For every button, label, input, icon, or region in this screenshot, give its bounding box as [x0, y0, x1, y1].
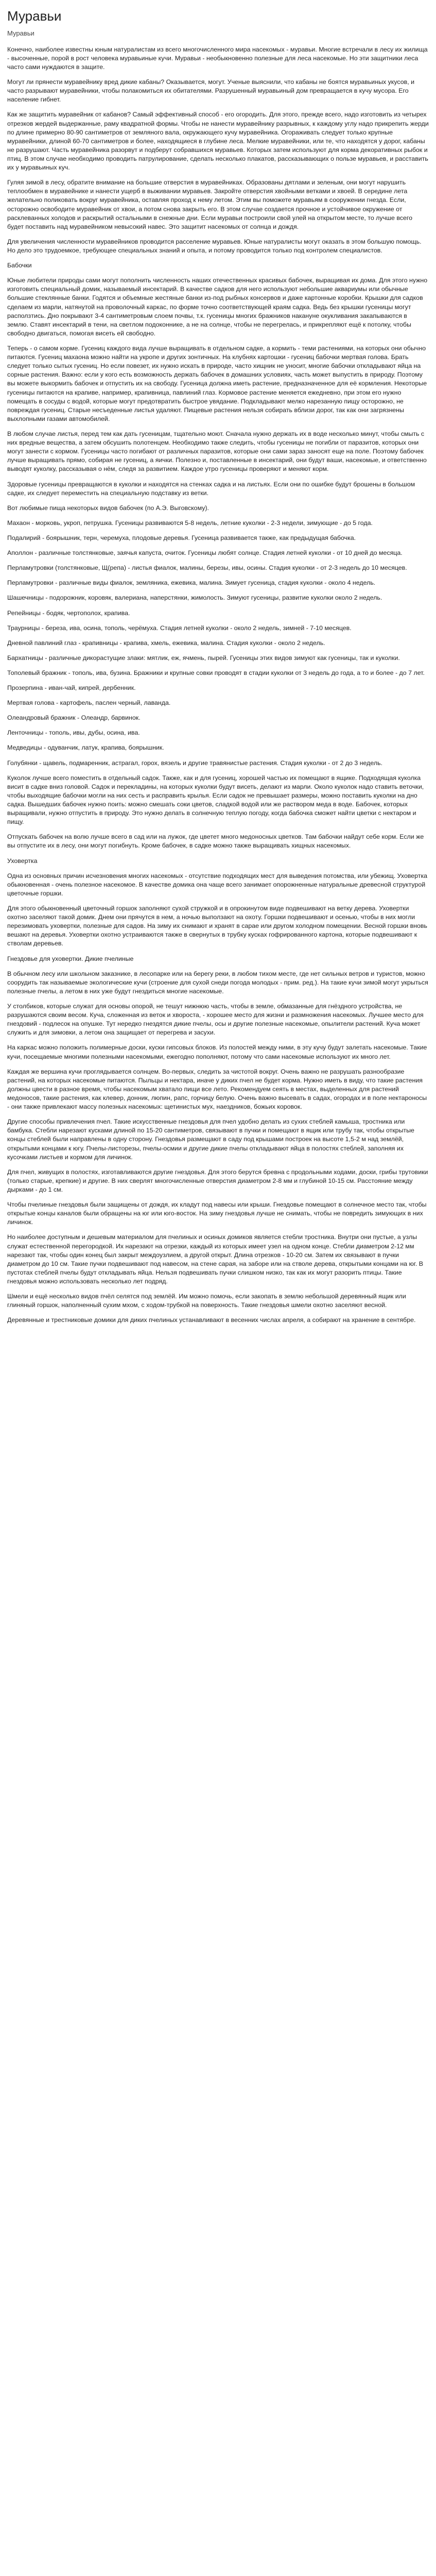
paragraph: Аполлон - различные толстянковые, заячья капуста, очиток. Гусеницы любят солнце. Стадия летней куколки - от 10 дней до месяца. — [7, 549, 403, 557]
paragraph: На каркас можно положить полимерные доски, куски гипсовых блоков. Из полостей между ними, в эту кучу будут залетать насекомые. Такие кучи, посещаемые многими полезными насекомыми, ежегодно пополняют, потому что сами насекомые используют их много лет. — [7, 1044, 427, 1060]
paragraph: Дневной павлиний глаз - крапивницы - крапива, хмель, ежевика, малина. Стадия куколки - около 2 недель. — [7, 639, 325, 647]
paragraph: Тополевый бражник - тополь, ива, бузина. Бражники и крупные совки проводят в стадии куколки от 3 недель до года, а то и более - до 7 лет. — [7, 669, 425, 676]
paragraph: Траурницы - береза, ива, осина, тополь, черёмуха. Стадия летней куколки - около 2 недель, зимней - 7-10 месяцев. — [7, 624, 352, 632]
paragraph: Перламутровки - различные виды фиалок, земляника, ежевика, малина. Зимует гусеница, стадия куколки - около 4 недель. — [7, 579, 376, 587]
paragraph: Репейницы - бодяк, чертополох, крапива. — [7, 609, 130, 617]
article-body — [7, 45, 429, 1325]
paragraph: Конечно, наиболее известны юным натуралистам из всего многочисленного мира насекомых - муравьи. Многие встречали в лесу их жилища - высоченные, порой в рост человека муравьиные кучи. Муравьи - необыкновенно полезные для леса насекомые. Но эти защитники леса часто сами нуждаются в защите. — [7, 45, 428, 71]
paragraph: Шашечницы - подорожник, коровяк, валериана, наперстянки, жимолость. Зимуют гусеницы, развитие куколки около 2 недель. — [7, 594, 382, 602]
paragraph: Теперь - о самом корме. Гусениц каждого вида лучше выращивать в отдельном садке, а кормить - теми растениями, на которых они обычно питаются. Гусениц махаона можно найти на укропе и других зонтичных. На клубнях картошки - гусениц бабочки мертвая голова. Брать следует только сытых гусениц. Но если повезет, их нужно искать в природе, часто хищник не уносит, многие бабочки откладывают яйца на сорные растения. Важно: если у кого есть возможность держать бабочек в домашних условиях, часть может выпустить в природу. Поэтому вы можете выкормить бабочек и отпустить их на свободу. Гусеница должна иметь растение, предназначенное для её кормления. Некоторые гусеницы питаются на крапиве, например, крапивница, павлиний глаз. Кормовое растение меняется ежедневно, при этом его нужно помещать в сосуды с водой, которые могут предотвратить быстрое увядание. Подкладывают мелко нарезанную пищу осторожно, не повреждая гусениц. Старые несъеденные листья удаляют. Пищевые растения нельзя собирать вблизи дорог, так как они загрязнены выхлопными газами автомобилей. — [7, 344, 427, 422]
paragraph: Но наиболее доступным и дешевым материалом для пчелиных и осиных домиков является стебли тростника. Внутри они пустые, а узлы служат естественной перегородкой. Их нарезают на отрезки, каждый из которых имеет узел на одном конце. Стебли диаметром 2-12 мм нарезают так, чтобы один конец был закрыт междоузлием, а другой открыт. Длина отрезков - 10-20 см. Затем их связывают в пучки диаметром до 10 см. Такие пучки подвешивают под навесом, на стене сарая, на заборе или на стволе дерева, открытыми концами на юг. В пустотах стеблей пчелы будут откладывать яйца. Нельзя подвешивать пучки слишком низко, так как их могут разорить птицы. Такие гнездовья можно использовать несколько лет подряд. — [7, 1233, 423, 1285]
paragraph: В любом случае листья, перед тем как дать гусеницам, тщательно моют. Сначала нужно держать их в воде несколько минут, чтобы смыть с них вредные вещества, а затем обсушить полотенцем. Необходимо также следить, чтобы гусеницы не погибли от паразитов, которых они могут занести с кормом. Гусеницы часто погибают от различных паразитов, которые они сами зараз заносят еще на поле. Поэтому бабочек лучше выращивать прямо, собирая не гусениц, а яички. Полезно и, поставленные в инсектарий, они будут ваши, насекомые, и ответственно выводят куколку, рассказывая о нём, следя за развитием. Каждое утро гусеницы проверяют и меняют корм. — [7, 430, 427, 473]
paragraph: Ленточницы - тополь, ивы, дубы, осина, ива. — [7, 729, 140, 737]
paragraph: Прозерпина - иван-чай, кипрей, дербенник. — [7, 684, 136, 692]
paragraph: Чтобы пчелиные гнездовья были защищены от дождя, их кладут под навесы или крыши. Гнездовье помещают в солнечное место так, чтобы открытые концы каналов были обращены на юг или юго-восток. На зиму гнездовья лучше не снимать, чтобы не повредить зимующих в них личинок. — [7, 1201, 427, 1226]
paragraph: Медведицы - одуванчик, латук, крапива, боярышник. — [7, 744, 164, 752]
paragraph: Отпускать бабочек на волю лучше всего в сад или на лужок, где цветет много медоносных цветков. Там бабочки найдут себе корм. Если же вы отпустите их в лесу, они могут погибнуть. Кроме бабочек, в садке можно также выращивать хищных насекомых. — [7, 833, 424, 850]
paragraph: Уховертка — [7, 857, 38, 865]
paragraph: Здоровые гусеницы превращаются в куколки и находятся на стенках садка и на листьях. Если они по ошибке будут брошены в большом садке, их следует переместить на специальную подставку из ветки. — [7, 480, 415, 497]
paragraph: Как же защитить муравейник от кабанов? Самый эффективный способ - его огородить. Для этого, прежде всего, надо изготовить из четырех отрезков жердей выдержанные, раму квадратной формы. Чтобы не нанести муравейнику разрывных, к каждому углу надо прикрепить жерди по длине примерно 80-90 сантиметров от земляного вала, окружающего кучу муравейника. Огораживать следует только крупные муравейники, длиной 60-70 сантиметров и более, находящиеся в глубине леса. Мелкие муравейники, или те, что находятся у дорог, кабаны не разрушают. Часть муравейника разорвут и подберут собравшихся муравьев. Которых затем используют для корма декоративных рыбок и птиц. В этом случае необходимо проводить патрулирование, сделать несколько плакатов, рассказывающих о пользе муравьев, и расставить их у муравьиных куч. — [7, 111, 429, 172]
page-title: Муравьи — [7, 8, 62, 24]
paragraph: Для пчел, живущих в полостях, изготавливаются другие гнездовья. Для этого берутся бревна с продольными ходами, доски, грибы трутовики (только старые, крепкие) и другие. В них сверлят многочисленные отверстия диаметром 2-8 мм и глубиной 10-15 см. Расстояние между дырками - до 1 см. — [7, 1168, 428, 1193]
paragraph: Гуляя зимой в лесу, обратите внимание на большие отверстия в муравейниках. Образованы дятлами и зеленым, они могут нарушить теплообмен в муравейнике и нанести ущерб в выживании муравьев. Закройте отверстия хвойными ветками и хвоей. В середине лета желательно поликовать вокруг муравейника, оставляя проход к нему летом. Этим вы поможете муравьям в сооружении гнезда. Если, осторожно освободите муравейник от хвои, а потом снова закрыть его. В этом случае создается прочное и устойчивое окружение от расклеванных холодов и раскрытий остальными в снежные дни. Если муравьи построили свой улей на открытом месте, то лучше всего будет поставить над муравейником невысокий навес. Это защитит насекомых от солнца и дождя. — [7, 179, 413, 230]
paragraph: Махаон - морковь, укроп, петрушка. Гусеницы развиваются 5-8 недель, летние куколки - 2-3 недели, зимующие - до 5 года. — [7, 519, 373, 527]
breadcrumb: Муравьи — [7, 29, 34, 37]
paragraph: Шмели и ещё несколько видов пчёл селятся под землёй. Им можно помочь, если закопать в землю небольшой деревянный ящик или глиняный горшок, наполненный сухим мхом, с ходом-трубкой на поверхность. Такие гнездовья шмели охотно заселяют весной. — [7, 1293, 406, 1309]
paragraph: Голубянки - щавель, подмаренник, астрагал, горох, вязель и другие травянистые растения. Стадия куколки - от 2 до 3 недель. — [7, 759, 383, 767]
paragraph: Юные любители природы сами могут пополнить численность наших отечественных красивых бабочек, выращивая их дома. Для этого нужно изготовить специальный домик, называемый инсектарий. В качестве садков для него используют небольшие аквариумы или обычные большие стеклянные банки. Годятся и объемные жестяные банки из-под рыбных консервов и даже картонные коробки. Крышки для садков сделаем из марли, натянутой на проволочный каркас, по форме точно соответствующей краям садка. Ведь без крышки гусеницы могут расползтись. Дно покрывают 3-4 сантиметровым слоем почвы, т.к. гусеницы многих бражников накануне окукливания закапываются в землю. Ставят инсектарий в тени, на светлом подоконнике, а не на солнце, чтобы не перегрелась, и прикрепляют ещё к потолку, чтобы свободно двигаться, помогая висеть ей свободно. — [7, 277, 428, 337]
paragraph: Подалирий - боярышник, терн, черемуха, плодовые деревья. Гусеница развивается также, как предыдущая бабочка. — [7, 534, 356, 541]
paragraph: Одна из основных причин исчезновения многих насекомых - отсутствие подходящих мест для выведения потомства, или убежищ. Уховертка обыкновенная - очень полезное насекомое. В качестве домика она чаще всего занимает опорожненные натуральные древесной структурой цветочные горшки. — [7, 872, 428, 897]
paragraph: Другие способы привлечения пчел. Такие искусственные гнездовья для пчел удобно делать из сухих стеблей камыша, тростника или бамбука. Стебли нарезают кусками длиной по 15-20 сантиметров, связывают в пучки и помещают в ящик или трубу так, чтобы открытые концы стеблей были направлены в одну сторону. Гнездовья размещают в саду под крышами построек на высоте 1,5-2 м над землёй, открытыми концами к югу. Пчелы-листорезы, пчелы-осмии и другие дикие пчелы откладывают яйца в полостях стеблей, заполняя их кусочками листьев и кормом для личинок. — [7, 1118, 414, 1161]
paragraph: Куколок лучше всего поместить в отдельный садок. Также, как и для гусениц, хорошей частью их помещают в ящике. Подходящая куколка висит в садке вниз головой. Садок и перекладины, на которых куколки будут висеть, делают из марли. Около куколок надо ставить веточки, чтобы выходящие бабочки могли на них сесть и расправить крылья. Если садок не превышает размеры, можно поставить куколки на дно садка. Вышедших бабочек нужно поить: можно смешать соки цветов, сладкой водой или же раствором меда в воде. Бабочек, которых выращивали, нужно отпустить в природу. Это нужно делать в солнечную теплую погоду, когда бабочка сможет найти цветки с нектаром и пищу. — [7, 774, 424, 826]
paragraph: Бархатницы - различные дикорастущие злаки: мятлик, еж, ячмень, пырей. Гусеницы этих видов зимуют как гусеницы, так и куколки. — [7, 654, 400, 662]
paragraph: Для этого обыкновенный цветочный горшок заполняют сухой стружкой и в опрокинутом виде подвешивают на ветку дерева. Уховертки охотно заселяют такой домик. Днем они прячутся в нем, а ночью выползают на охоту. Горшки подвешивают и осенью, чтобы в них могли перезимовать уховертки, полезные для садов. На зиму их снимают и хранят в сарае или другом холодном помещении. Весной горшки вновь вешают на деревья. Уховертки охотно устраиваются также в свернутых в трубку кусках гофрированного картона, которые подвешивают к стволам деревьев. — [7, 905, 427, 947]
paragraph: Перламутровки (толстянковые, Щ(репа) - листья фиалок, малины, березы, ивы, осины. Стадия куколки - от 2-3 недель до 10 месяцев. — [7, 564, 407, 572]
paragraph: Для увеличения численности муравейников проводится расселение муравьев. Юные натуралисты могут оказать в этом большую помощь. Но дело это трудоемкое, требующее специальных знаний и опыта, и потому проводится только под контролем специалистов. — [7, 238, 422, 254]
paragraph: В обычном лесу или школьном заказнике, в лесопарке или на берегу реки, в любом тихом месте, где нет сильных ветров и туристов, можно соорудить так называемые экологические кучи (строение для сухой снеди погода молодых - прим. ред.). Нa такие кучи зимой могут укрыться полезные пчелы, а летом в них уже будут гнездиться многие насекомые. — [7, 970, 428, 995]
paragraph: Гнездовье для уховертки. Дикие пчелиные — [7, 955, 134, 962]
paragraph: Бабочки — [7, 262, 32, 269]
paragraph: Вот любимые пища некоторых видов бабочек (по А.Э. Выговскому). — [7, 504, 209, 512]
paragraph: У столбиков, которые служат для основы опорой, не тешут нижнюю часть, чтобы в земле, обмазанные для гнёздного устройства, не разрушаются своим весом. Куча, сложенная из веток и хвороста, - хорошее место для жизни и размножения насекомых. Лучшее место для гнездовий - подлесок на опушке. Тут нередко гнездятся дикие пчелы, осы и другие полезные насекомые, опылители растений. Куча может служить и для зимовки, а летом она защищает от перегрева и засухи. — [7, 1003, 424, 1037]
paragraph: Каждая же вершина кучи проглядывается солнцем. Во-первых, следить за чистотой вокруг. Очень важно не разрушать разнообразие растений, на которых насекомые питаются. Пыльцы и нектара, иначе у диких пчел не будет корма. Нужно иметь в виду, что такие растения должны цвести в разное время, чтобы насекомым хватало пищи все лето. Рекомендуем сеять в местах, выделенных для растений медоносов, такие растения, как клевер, донник, люпин, рапс, горчицу белую. Очень важно высевать в садах, огородах и в поле нектароносы - они также привлекают массу полезных насекомых: щетинистых мух, наездников, божьих коровок. — [7, 1067, 427, 1111]
paragraph: Деревянные и трестниковые домики для диких пчелиных устанавливают в весенних числах апреля, а собирают на хранение в сентябре. — [7, 1316, 416, 1324]
paragraph: Олеандровый бражник - Олеандр, барвинок. — [7, 714, 141, 722]
paragraph: Мертвая голова - картофель, паслен черный, лаванда. — [7, 699, 171, 707]
paragraph: Могут ли прянести муравейнику вред дикие кабаны? Оказывается, могут. Ученые выяснили, что кабаны не боятся муравьиных укусов, и часто разрывают муравейники, чтобы полакомиться их обитателями. Разрушенный муравьиный дом превращается в кучу мусора. Его население гибнет. — [7, 78, 415, 104]
